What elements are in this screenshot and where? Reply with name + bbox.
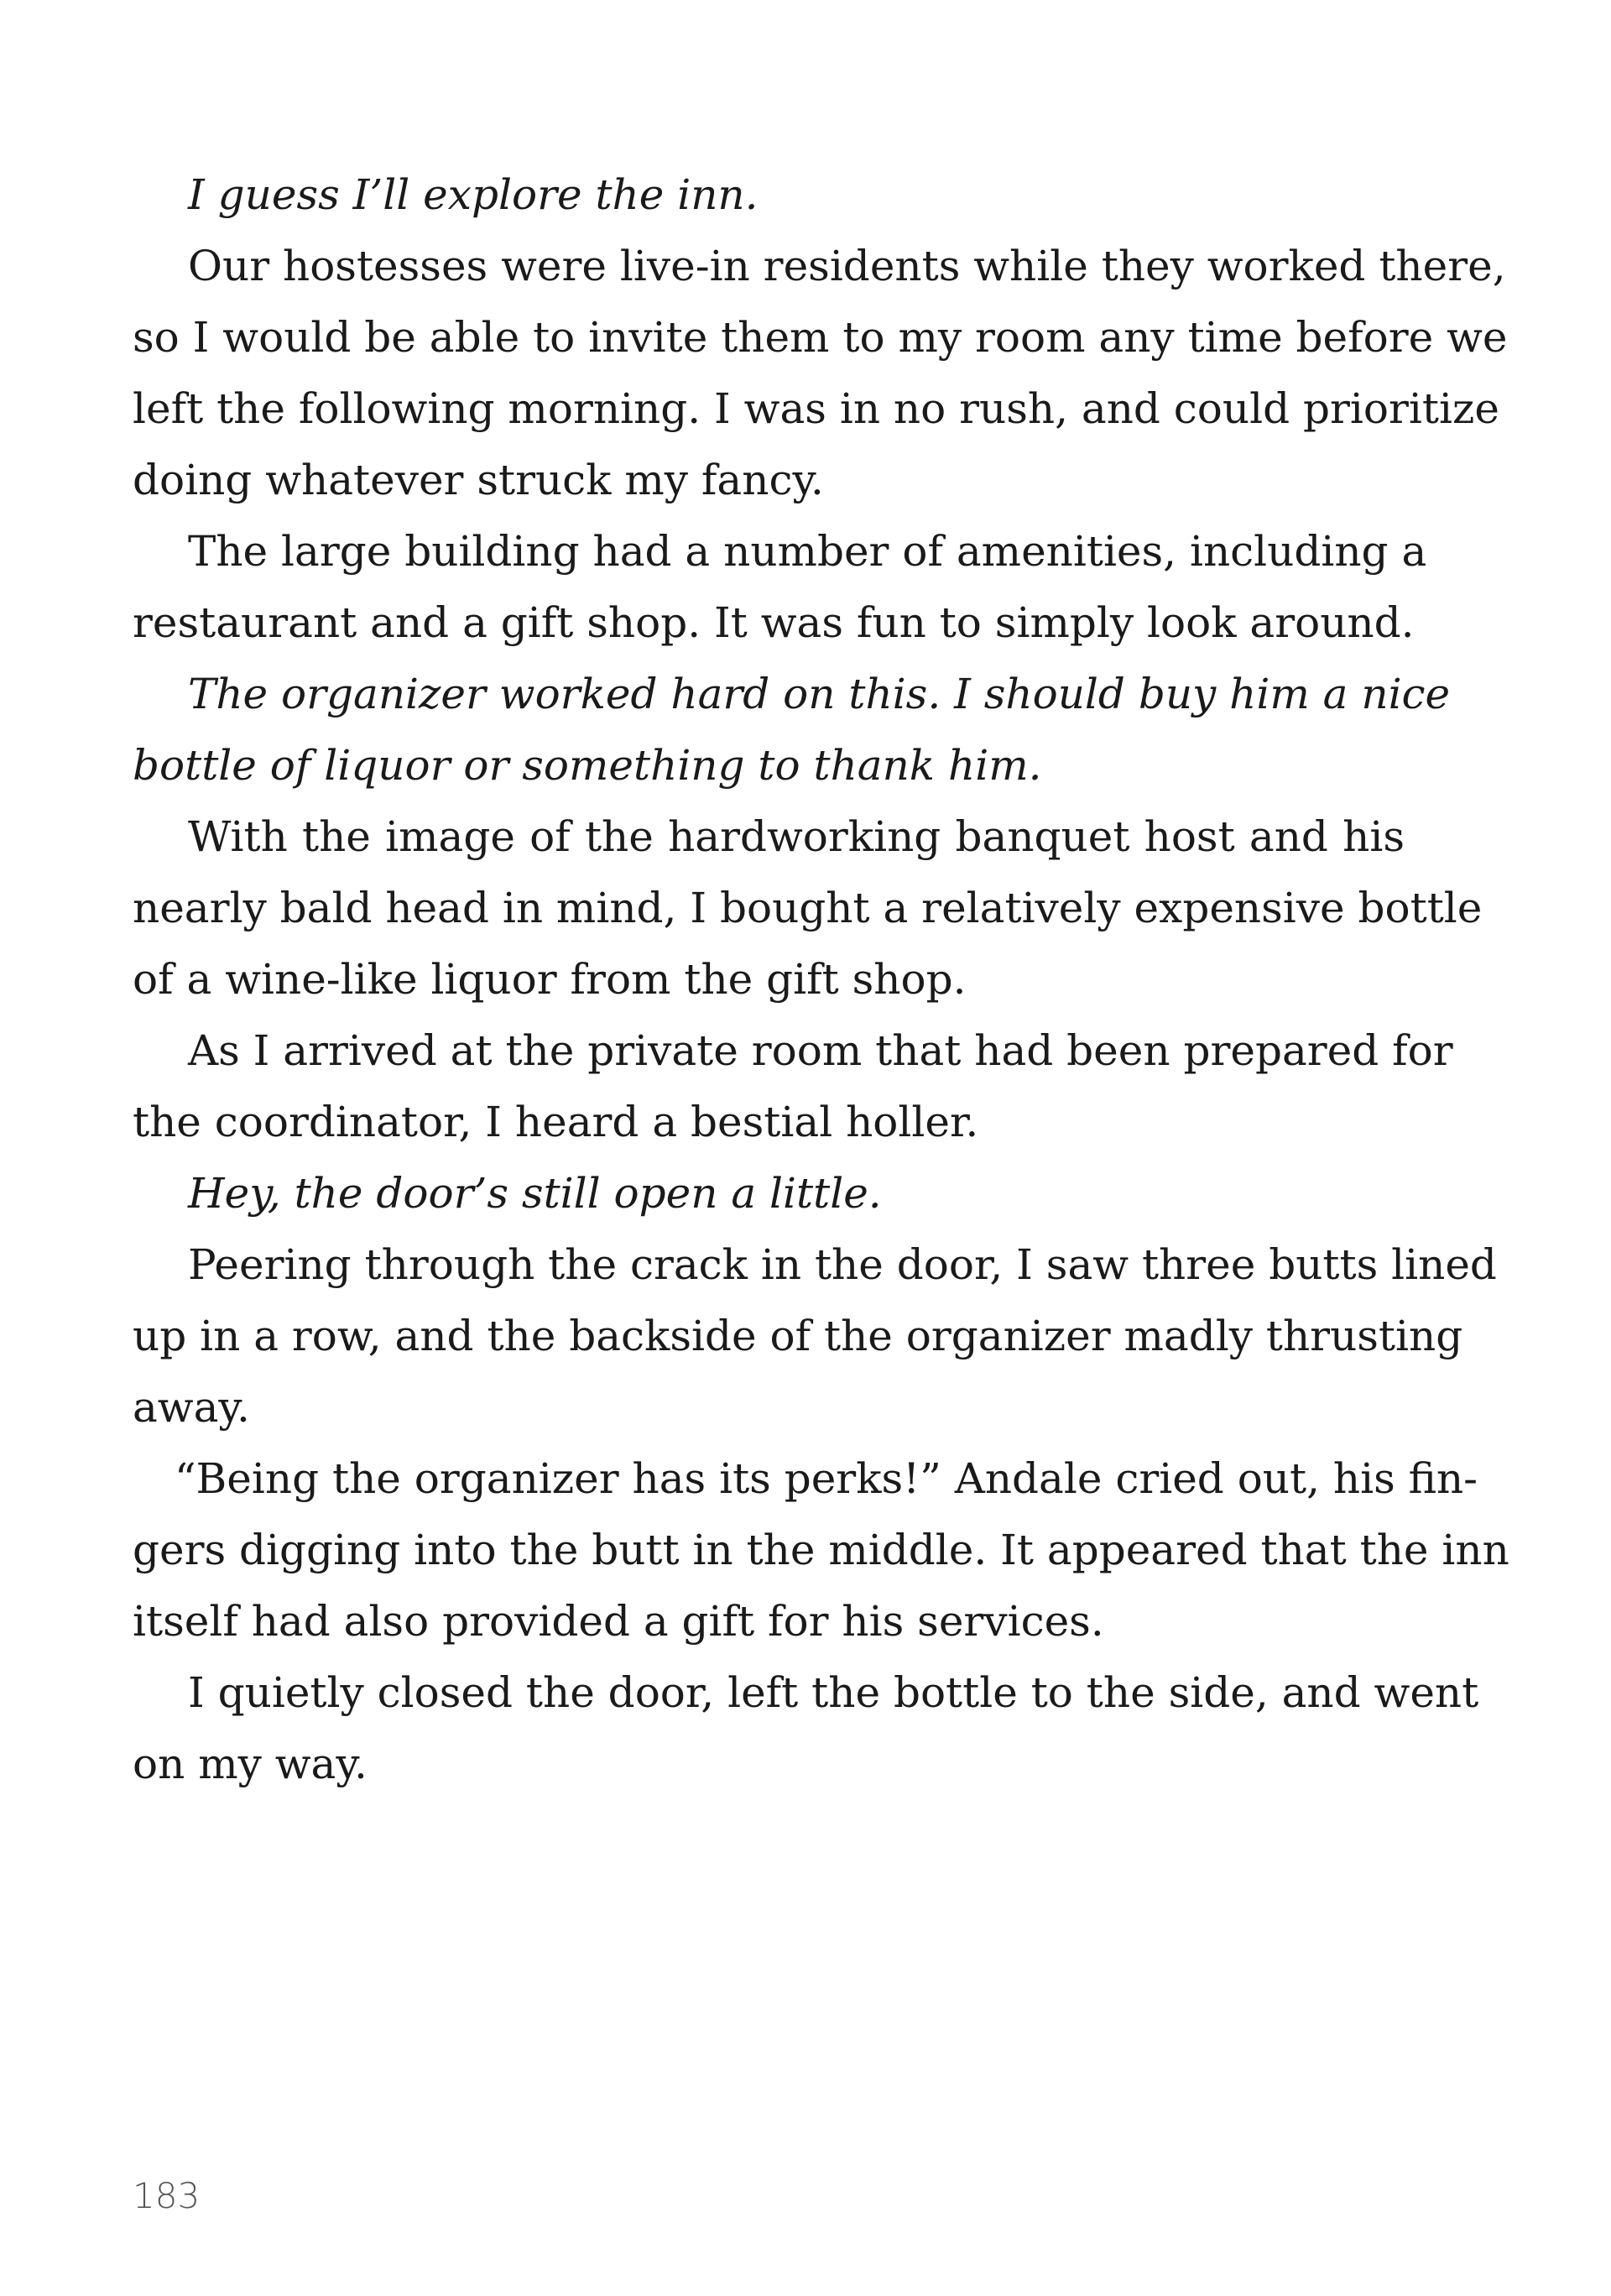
text-line: Peering through the crack in the door, I saw three butts lined [188,1240,1497,1289]
body-text [133,159,1509,1800]
text-line: on my way. [133,1740,368,1788]
text-line: The organizer worked hard on this. I should buy him a nice [188,670,1451,718]
text-line: of a wine-like liquor from the gift shop. [133,955,967,1004]
text-line: I guess I’ll explore the inn. [188,170,759,219]
text-line: The large building had a number of amenities, including a [188,527,1427,576]
text-line: With the image of the hardworking banquet host and his [188,812,1405,861]
text-line: restaurant and a gift shop. It was fun to simply look around. [133,598,1415,647]
text-line: itself had also provided a gift for his services. [133,1597,1104,1646]
text-line: Hey, the door’s still open a little. [188,1169,882,1218]
text-line: the coordinator, I heard a bestial holler. [133,1098,979,1146]
page-number: 183 [133,2175,201,2216]
text-line: away. [133,1383,250,1432]
text-line: bottle of liquor or something to thank him. [133,741,1042,790]
text-line: left the following morning. I was in no rush, and could prioritize [133,384,1499,433]
text-line: nearly bald head in mind, I bought a relatively expensive bottle [133,884,1483,932]
text-line: so I would be able to invite them to my room any time before we [133,313,1508,362]
text-line: Our hostesses were live-in residents while they worked there, [188,242,1506,290]
text-line: “Being the organizer has its perks!” Andale cried out, his fin- [175,1454,1478,1503]
text-line: I quietly closed the door, left the bottle to the side, and went [188,1668,1479,1717]
text-line: As I arrived at the private room that had been prepared for [188,1026,1453,1075]
text-line: doing whatever struck my fancy. [133,456,824,504]
text-line: up in a row, and the backside of the organizer madly thrusting [133,1312,1463,1360]
text-line: gers digging into the butt in the middle. It appeared that the inn [133,1526,1509,1574]
